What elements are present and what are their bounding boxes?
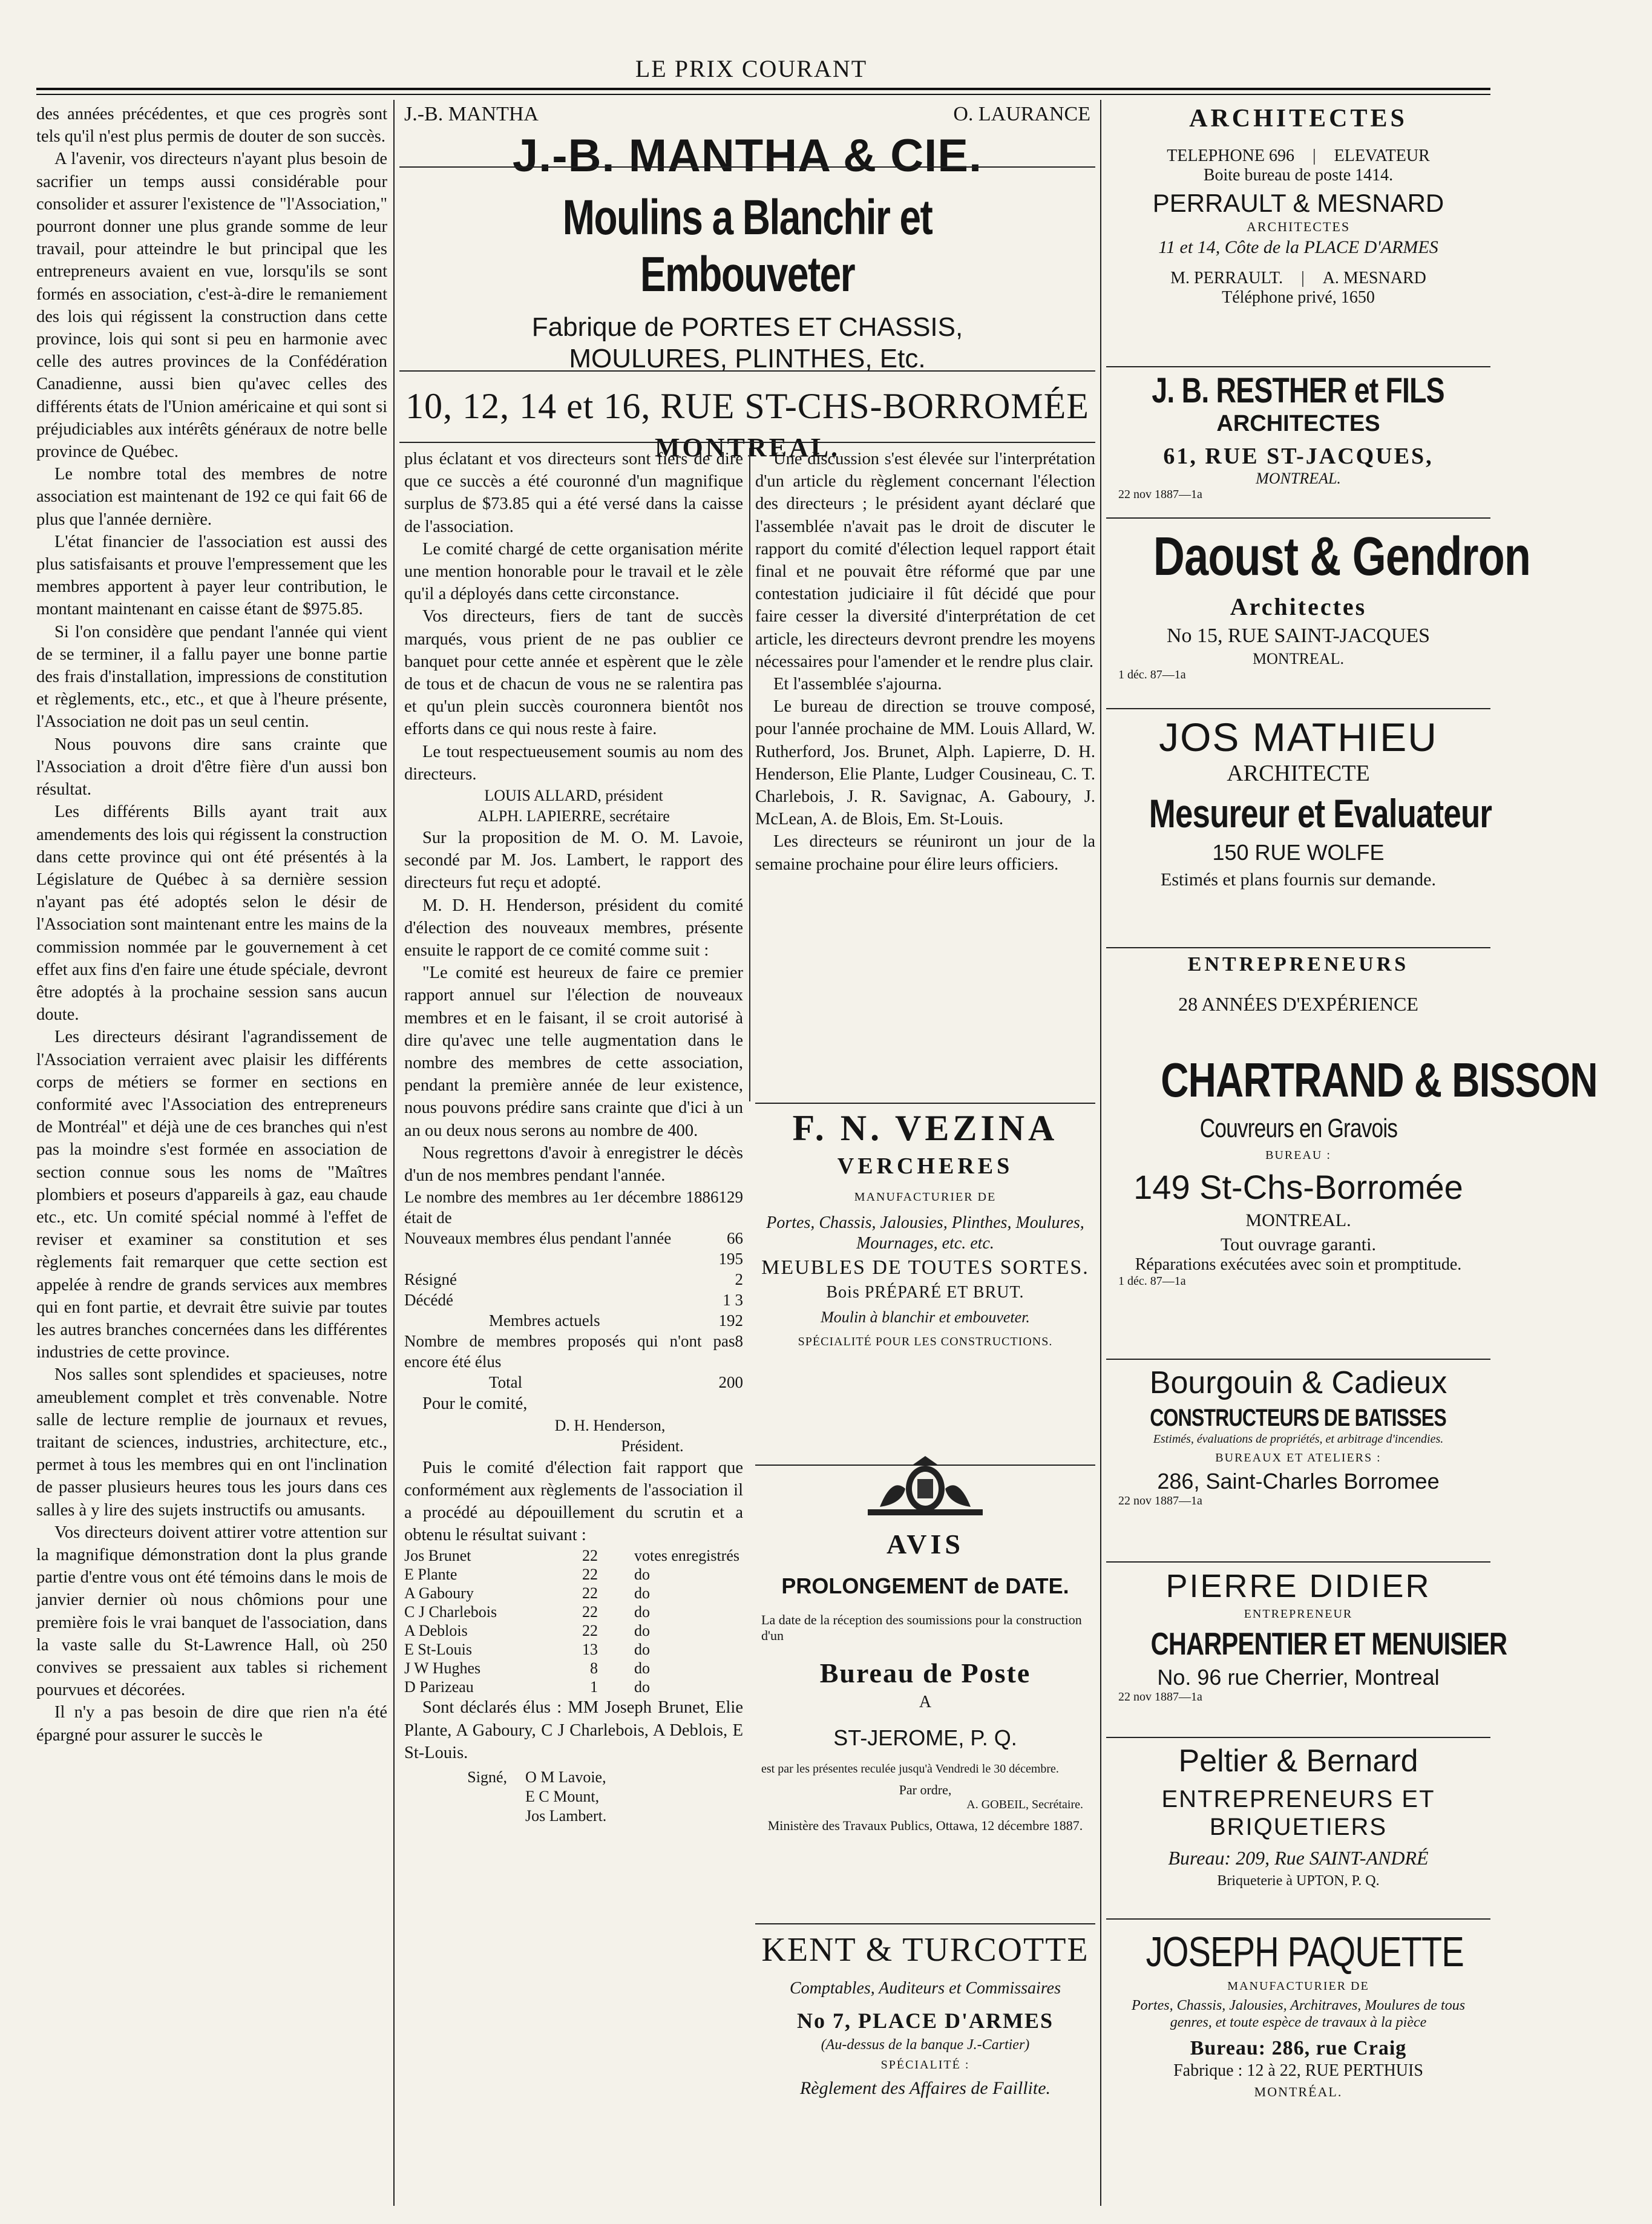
partner-right: O. LAURANCE — [953, 103, 1090, 125]
article-column-middle — [404, 448, 743, 2197]
henderson-title: Président. — [621, 1437, 684, 1455]
mantha-advertisement — [399, 103, 1095, 462]
daoust-arch: Architectes — [1230, 593, 1367, 620]
stats-row — [404, 1290, 743, 1310]
perrault-tel: TELEPHONE 696 — [1167, 146, 1294, 165]
vote-count: 13 — [582, 1641, 598, 1659]
stats-value: 8 — [735, 1332, 743, 1351]
vote-row — [404, 1640, 743, 1659]
signer: O M Lavoie, — [525, 1768, 606, 1786]
mantha-rule — [399, 166, 1095, 168]
mathieu-firm: JOS MATHIEU — [1159, 715, 1438, 759]
stats-label: Le nombre des membres au 1er décembre 1886 était de — [404, 1188, 719, 1227]
vote-note: do — [634, 1566, 650, 1584]
bourgouin-date: 22 nov 1887—1a — [1118, 1494, 1202, 1507]
vezina-meubles: MEUBLES DE TOUTES SORTES. — [761, 1256, 1089, 1279]
peltier-bernard-advertisement — [1106, 1743, 1490, 1889]
vote-name: A Deblois — [404, 1622, 468, 1640]
vezina-products: Portes, Chassis, Jalousies, Plinthes, Moulures, Mournages, etc. etc. — [766, 1213, 1084, 1253]
didier-ent: ENTREPRENEUR — [1244, 1607, 1353, 1621]
stats-value: 66 — [727, 1229, 743, 1248]
kent-specialite: SPÉCIALITÉ : — [880, 2058, 970, 2071]
kent-turcotte-advertisement — [755, 1930, 1095, 2099]
vote-count: 22 — [582, 1603, 598, 1621]
vote-name: C J Charlebois — [404, 1603, 497, 1621]
avis-title: AVIS — [887, 1529, 964, 1560]
signature-line: LOUIS ALLARD, président — [484, 787, 663, 805]
article-paragraph: M. D. H. Henderson, président du comité d'élection des nouveaux membres, présente ensuite le rapport de ce comité comme suit : — [404, 896, 743, 960]
article-paragraph: Une discussion s'est élevée sur l'interprétation d'un article du règlement concernant l'élection des directeurs ; le président ayant déclaré que l'assemblée n'avait pas le droit de discuter le rapport du comité d'élection lequel rapport était final et ne pouvait être réformé que par une contestation judiciaire il fût décidé que pour faire cesser la diversité d'interprétation de cet article, les directeurs devront prendre les moyens nécessaires pour l'amender et le rendre plus clair. — [755, 450, 1095, 671]
avis-bureau: Bureau de Poste — [819, 1658, 1031, 1688]
stats-value: 195 — [718, 1250, 743, 1268]
mantha-address: 10, 12, 14 et 16, RUE ST-CHS-BORROMÉE — [405, 386, 1089, 426]
bourgouin-estimes: Estimés, évaluations de propriétés, et arbitrage d'incendies. — [1153, 1432, 1444, 1446]
article-paragraph: Les directeurs se réuniront un jour de la semaine prochaine pour élire leurs officiers. — [755, 832, 1095, 874]
vote-row — [404, 1659, 743, 1678]
perrault-contacts — [1106, 146, 1490, 166]
article-paragraph: Si l'on considère que pendant l'année qui vient de se terminer, il a fallu payer une bonne partie des frais d'installation, impressions de constitution et règlements, etc., etc., et que à l'heure présente, l'Association ne doit pas un seul centin. — [36, 622, 387, 732]
kent-banque: (Au-dessus de la banque J.-Cartier) — [821, 2037, 1030, 2053]
perrault-firm: PERRAULT & MESNARD — [1152, 189, 1444, 217]
joseph-paquette-advertisement — [1106, 1927, 1490, 2100]
article-paragraph: Sont déclarés élus : MM Joseph Brunet, Elie Plante, A Gaboury, C J Charlebois, A Deblois, E St-Louis. — [404, 1698, 743, 1762]
ad-rule — [755, 1923, 1095, 1924]
daoust-address: No 15, RUE SAINT-JACQUES — [1166, 625, 1431, 647]
vezina-manufacturier: MANUFACTURIER DE — [854, 1190, 997, 1204]
vezina-place: VERCHERES — [837, 1153, 1014, 1179]
paquette-products: Portes, Chassis, Jalousies, Architraves, Moulures de tous genres, et toute espèce de travaux à la pièce — [1131, 1998, 1466, 2030]
stats-label: Membres actuels — [489, 1311, 600, 1330]
avis-ordre: Par ordre, — [899, 1782, 952, 1797]
stats-value: 2 — [735, 1270, 743, 1289]
vote-note: do — [634, 1622, 650, 1640]
vote-count: 1 — [590, 1678, 598, 1696]
stats-value: 1 3 — [723, 1291, 743, 1310]
peltier-bureau: Bureau: 209, Rue SAINT-ANDRÉ — [1168, 1847, 1429, 1869]
kent-reglement: Règlement des Affaires de Faillite. — [799, 2078, 1051, 2098]
article-paragraph: Vos directeurs, fiers de tant de succès marqués, vous prient de ne pas oublier ce banquet pour cette année et espèrent que le zèle de tous et de chacun de vous ne se ralentira pas et qu'un plein succès couronnera bientôt nos efforts dans ce qui nous reste à faire. — [404, 607, 743, 739]
partner-left: J.-B. MANTHA — [404, 103, 539, 125]
vote-name: J W Hughes — [404, 1659, 481, 1678]
ad-rule — [1106, 517, 1490, 519]
ad-rule — [1106, 1737, 1490, 1738]
column-rule-middle — [749, 448, 750, 1101]
perrault-address: 11 et 14, Côte de la PLACE D'ARMES — [1158, 237, 1438, 257]
resther-city: MONTREAL. — [1256, 470, 1341, 487]
column-rule-right — [1100, 100, 1101, 2206]
stats-row — [404, 1187, 743, 1228]
signature-block — [404, 786, 743, 827]
article-column-right — [755, 448, 1095, 1101]
vezina-name: F. N. VEZINA — [792, 1108, 1058, 1148]
stats-label: Nouveaux membres élus pendant l'année — [404, 1229, 672, 1248]
ad-rule — [1106, 1359, 1490, 1360]
article-paragraph: des années précédentes, et que ces progrès sont tels qu'il n'est plus permis de douter de son succès. — [36, 105, 387, 146]
stats-row — [404, 1310, 743, 1331]
royal-crest-icon — [856, 1452, 995, 1519]
page-header — [0, 0, 1503, 97]
mantha-city: MONTREAL. — [654, 433, 841, 462]
perrault-partner: M. PERRAULT. — [1170, 269, 1283, 287]
article-paragraph: Les différents Bills ayant trait aux amendements des lois qui régissent la construction dans cette province qui ont été présentés à la Législature de Québec à sa dernière session n'ayant pas été adoptés selon le désir de l'Association sont maintenant entre les mains de la commission nommée par le gouvernement à cet effet aux fins d'en faire une étude spéciale, devront être adoptés à la prochaine session sans aucun doute. — [36, 802, 387, 1025]
ad-rule — [1106, 708, 1490, 709]
paquette-bureau: Bureau: 286, rue Craig — [1190, 2037, 1407, 2059]
bourgouin-cadieux-advertisement — [1106, 1365, 1490, 1508]
article-paragraph: Le nombre total des membres de notre association est maintenant de 192 ce qui fait 66 de plus que l'année dernière. — [36, 465, 387, 529]
ad-rule — [1106, 947, 1490, 948]
avis-gobeil: A. GOBEIL, Secrétaire. — [966, 1798, 1083, 1811]
mantha-partners — [399, 103, 1095, 126]
vote-note: do — [634, 1641, 650, 1659]
bourgouin-address: 286, Saint-Charles Borromee — [1157, 1469, 1440, 1494]
resther-date: 22 nov 1887—1a — [1118, 488, 1202, 501]
vote-note: do — [634, 1584, 650, 1602]
mathieu-mesureur: Mesureur et Evaluateur — [1149, 791, 1492, 836]
peltier-briqueterie: Briqueterie à UPTON, P. Q. — [1217, 1873, 1380, 1889]
avis-prolongement: PROLONGEMENT de DATE. — [781, 1573, 1069, 1598]
page-title: LE PRIX COURANT — [635, 55, 868, 82]
stats-label: Décédé — [404, 1291, 453, 1310]
vote-count: 22 — [582, 1547, 598, 1565]
stats-row — [404, 1228, 743, 1248]
resther-advertisement — [1106, 370, 1490, 502]
article-paragraph: L'état financier de l'association est aussi des plus satisfaisants et prouve l'empressement que les membres apportent à payer leur contribution, le montant maintenant en caisse étant de $975.85. — [36, 532, 387, 619]
vote-row — [404, 1565, 743, 1584]
daoust-date: 1 déc. 87—1a — [1118, 668, 1186, 681]
vote-note: do — [634, 1678, 650, 1696]
article-paragraph: A l'avenir, vos directeurs n'ayant plus besoin de sacrifier un temps aussi considérable pour consolider et assurer l'existence de "l'Association," pourront donner une plus grande somme de leur travail, pour atteindre le but principal que les entrepreneurs avaient en vue, lorsqu'ils se sont formés en association, c'est-à-dire le remaniement des lois qui régissent la construction dans cette province, lois qui sont si peu en harmonie avec celle des autres provinces de la Confédération Canadienne, aussi bien qu'avec celles des différents états de l'Union américaine et qui sont si préjudiciables aux intérêts généraux de notre belle province de Québec. — [36, 149, 387, 462]
bourgouin-constructeurs: CONSTRUCTEURS DE BATISSES — [1150, 1405, 1447, 1431]
vote-name: A Gaboury — [404, 1584, 474, 1602]
stats-row — [404, 1372, 743, 1392]
perrault-mesnard-advertisement — [1106, 104, 1490, 307]
daoust-firm: Daoust & Gendron — [1153, 526, 1531, 587]
pierre-didier-advertisement — [1106, 1567, 1507, 1704]
chartrand-reparations: Réparations exécutées avec soin et promptitude. — [1135, 1255, 1462, 1274]
signers-list — [525, 1768, 606, 1826]
article-paragraph: Le tout respectueusement soumis au nom des directeurs. — [404, 742, 743, 784]
entrepreneurs-heading: ENTREPRENEURS — [1187, 953, 1409, 976]
mantha-fabrique — [399, 312, 1095, 375]
vote-note: votes enregistrés — [634, 1547, 740, 1565]
resther-address: 61, RUE ST-JACQUES, — [1163, 444, 1434, 469]
membership-stats — [404, 1187, 743, 1392]
mantha-firm-name: J.-B. MANTHA & CIE. — [512, 130, 983, 182]
chartrand-address: 149 St-Chs-Borromée — [1133, 1168, 1463, 1206]
article-paragraph: Le bureau de direction se trouve composé, pour l'année prochaine de MM. Louis Allard, W. Rutherford, Jos. Brunet, Alph. Lapierre, D. H. Henderson, Elie Plante, Ludger Cousineau, C. T. Charlebois, J. R. Savignac, A. Gaboury, J. McLean, A. de Blois, Em. St-Louis. — [755, 697, 1095, 829]
chartrand-bisson-advertisement — [1106, 1053, 1598, 1288]
mathieu-address: 150 RUE WOLFE — [1212, 840, 1385, 865]
column-rule-left — [393, 100, 395, 2206]
didier-charpentier: CHARPENTIER ET MENUISIER — [1150, 1627, 1507, 1662]
stats-row — [404, 1248, 743, 1269]
avis-ministere: Ministère des Travaux Publics, Ottawa, 12 décembre 1887. — [767, 1818, 1083, 1833]
paquette-manuf: MANUFACTURIER DE — [1227, 1980, 1369, 1993]
separator: | — [1301, 269, 1305, 287]
signer: E C Mount, — [525, 1787, 600, 1805]
vote-row — [404, 1621, 743, 1640]
vezina-advertisement — [755, 1107, 1095, 1349]
avis-body: La date de la réception des soumissions pour la construction d'un — [761, 1612, 1082, 1643]
bourgouin-firm: Bourgouin & Cadieux — [1149, 1365, 1447, 1400]
signers-block — [404, 1768, 743, 1826]
article-paragraph: Nos salles sont splendides et spacieuses, notre ameublement complet et très convenable. Notre salle de lecture remplie de journaux et revues, traitant de sciences, industries, architecture, etc., permet à tous les membres qui en ont l'inclination de passer plusieurs heures tous les jours dans ces salles à y lire des sujets instructifs ou amusants. — [36, 1365, 387, 1520]
mantha-rule — [399, 442, 1095, 443]
signature-line: ALPH. LAPIERRE, secrétaire — [477, 807, 670, 825]
article-paragraph: Nous pouvons dire sans crainte que l'Association a droit d'être fière d'un aussi bon résultat. — [36, 735, 387, 799]
article-paragraph: Puis le comité d'élection fait rapport que conformément aux règlements de l'association il a procédé au dépouillement du scrutin et a obtenu le résultat suivant : — [404, 1458, 743, 1545]
entrepreneurs-heading-block — [1106, 953, 1490, 1015]
stats-row — [404, 1269, 743, 1290]
vote-note: do — [634, 1659, 650, 1678]
vote-name: D Parizeau — [404, 1678, 474, 1696]
paquette-fabrique: Fabrique : 12 à 22, RUE PERTHUIS — [1173, 2061, 1423, 2080]
vote-count: 8 — [590, 1659, 598, 1678]
perrault-boite: Boite bureau de poste 1414. — [1203, 166, 1394, 185]
perrault-partners — [1106, 269, 1490, 288]
vote-count: 22 — [582, 1584, 598, 1602]
ad-rule — [755, 1465, 1095, 1466]
stats-label: Nombre de membres proposés qui n'ont pas encore été élus — [404, 1332, 735, 1371]
header-rule-thin — [36, 94, 1490, 95]
didier-firm: PIERRE DIDIER — [1165, 1568, 1431, 1604]
chartrand-bureau: BUREAU : — [1265, 1149, 1331, 1162]
chartrand-couvreurs: Couvreurs en Gravois — [1199, 1114, 1397, 1143]
mantha-rule — [399, 370, 1095, 372]
perrault-arch: ARCHITECTES — [1246, 219, 1351, 234]
resther-firm: J. B. RESTHER et FILS — [1152, 371, 1445, 410]
henderson-signature: D. H. Henderson, — [554, 1416, 666, 1434]
peltier-ent: ENTREPRENEURS ET BRIQUETIERS — [1161, 1786, 1435, 1840]
signe-label: Signé, — [467, 1768, 507, 1786]
daoust-gendron-advertisement — [1106, 526, 1531, 682]
stats-value: 200 — [718, 1373, 743, 1392]
resther-arch: ARCHITECTES — [1216, 411, 1380, 436]
article-paragraph: Vos directeurs doivent attirer votre attention sur la magnifique démonstration dont la plus grande partie d'entre vous ont été témoins dans le mois de janvier dernier où nous chômions pour une première fois le vrai banquet de l'association, dans la vaste salle du St-Lawrence Hall, où 250 convives se pressaient aux tables si richement pourvues et décorées. — [36, 1523, 387, 1700]
vote-count: 22 — [582, 1622, 598, 1640]
avis-notice — [755, 1452, 1095, 1834]
article-paragraph: Le comité chargé de cette organisation mérite une mention honorable pour le travail et le zèle qu'il a déployés dans cette circonstance. — [404, 539, 743, 604]
stats-value: 129 — [718, 1188, 743, 1207]
stats-row — [404, 1331, 743, 1372]
ad-rule — [755, 1103, 1095, 1104]
didier-address: No. 96 rue Cherrier, Montreal — [1157, 1665, 1440, 1690]
perrault-elev: ELEVATEUR — [1334, 146, 1430, 165]
jos-mathieu-advertisement — [1106, 714, 1490, 891]
kent-roles: Comptables, Auditeurs et Commissaires — [789, 1979, 1061, 1998]
kent-address: No 7, PLACE D'ARMES — [796, 2009, 1054, 2033]
article-paragraph: Et l'assemblée s'ajourna. — [773, 675, 942, 694]
avis-recul: est par les présentes reculée jusqu'à Vendredi le 30 décembre. — [761, 1762, 1059, 1776]
article-paragraph: "Le comité est heureux de faire ce premier rapport annuel sur l'élection de nouveaux membres et en le faisant, il se croit autorisé à dire qu'avec une telle augmentation dans le nombre des membres de cette association, pendant la première année de leur existence, nous pouvons prédire sans crainte que d'ici à un an ou deux nous serons au nombre de 400. — [404, 963, 743, 1140]
paquette-city: MONTRÉAL. — [1254, 2084, 1343, 2099]
chartrand-city: MONTREAL. — [1245, 1210, 1351, 1230]
peltier-firm: Peltier & Bernard — [1178, 1743, 1418, 1779]
vote-results — [404, 1546, 743, 1696]
vote-name: E St-Louis — [404, 1641, 472, 1659]
mantha-fabrique-line: Fabrique de PORTES ET CHASSIS, — [531, 312, 963, 342]
vezina-specialite: SPÉCIALITÉ POUR LES CONSTRUCTIONS. — [798, 1335, 1053, 1348]
bourgouin-bureaux: BUREAUX ET ATELIERS : — [1215, 1451, 1382, 1465]
article-paragraph: Les directeurs désirant l'agrandissement de l'Association verraient avec plaisir les différents corps de métiers se former en sections en conformité avec l'Association des entrepreneurs de Montréal" et déjà une de ces branches qui n'est pas la moindre s'est formée en association de section connue sous les noms de "Maîtres plombiers et poseurs d'appareils à gaz, eau chaude etc., etc. Un comité spécial nommé à l'effet de reviser et examiner sa constitution et ses règlements fait remarquer que cette section est appelée à rendre de grands services aux membres qui en font partie, et devrait être suivie par toutes les autres branches concernées dans les différentes industries de cette province. — [36, 1028, 387, 1362]
article-paragraph: plus éclatant et vos directeurs sont fiers de dire que ce succès a été couronné d'un magnifique surplus de $73.85 qui a été versé dans la caisse de l'association. — [404, 450, 743, 536]
article-paragraph: Nous regrettons d'avoir à enregistrer le décès d'un de nos membres pendant l'année. — [404, 1143, 743, 1186]
entrepreneurs-years: 28 ANNÉES D'EXPÉRIENCE — [1178, 993, 1418, 1015]
chartrand-date: 1 déc. 87—1a — [1118, 1274, 1186, 1288]
vote-row — [404, 1584, 743, 1602]
vote-name: E Plante — [404, 1566, 457, 1584]
article-column-left — [36, 103, 387, 2203]
paquette-firm: JOSEPH PAQUETTE — [1146, 1928, 1464, 1975]
ad-rule — [1106, 366, 1490, 367]
avis-location: ST-JEROME, P. Q. — [833, 1725, 1017, 1750]
daoust-city: MONTREAL. — [1253, 650, 1344, 668]
article-paragraph: Sur la proposition de M. O. M. Lavoie, secondé par M. Jos. Lambert, le rapport des directeurs fut reçu et adopté. — [404, 828, 743, 893]
stats-label: Total — [489, 1373, 523, 1392]
avis-a: A — [919, 1693, 932, 1711]
header-rule — [36, 88, 1490, 90]
kent-name: KENT & TURCOTTE — [761, 1931, 1089, 1969]
didier-date: 22 nov 1887—1a — [1118, 1690, 1202, 1704]
vote-note: do — [634, 1603, 650, 1621]
perrault-partner: A. MESNARD — [1322, 269, 1426, 287]
stats-value: 192 — [718, 1311, 743, 1330]
mathieu-estimes: Estimés et plans fournis sur demande. — [1161, 870, 1436, 890]
chartrand-firm: CHARTRAND & BISSON — [1161, 1053, 1598, 1107]
vezina-moulin: Moulin à blanchir et embouveter. — [821, 1308, 1030, 1326]
vote-row — [404, 1602, 743, 1621]
vote-name: Jos Brunet — [404, 1547, 471, 1565]
mathieu-arch: ARCHITECTE — [1227, 761, 1370, 786]
architectes-heading: ARCHITECTES — [1189, 105, 1408, 133]
vote-row — [404, 1546, 743, 1565]
mantha-moulins: Moulins a Blanchir et Embouveter — [562, 190, 933, 302]
chartrand-garanti: Tout ouvrage garanti. — [1221, 1235, 1376, 1255]
vezina-bois: Bois PRÉPARÉ ET BRUT. — [826, 1283, 1024, 1302]
ad-rule — [1106, 1561, 1490, 1563]
mantha-fabrique-line: MOULURES, PLINTHES, Etc. — [569, 344, 926, 373]
perrault-tel-prive: Téléphone privé, 1650 — [1222, 288, 1375, 307]
separator: | — [1313, 146, 1316, 165]
article-paragraph: Il n'y a pas besoin de dire que rien n'a été épargné pour assurer le succès le — [36, 1703, 387, 1745]
vote-count: 22 — [582, 1566, 598, 1584]
comite-signoff: Pour le comité, — [422, 1394, 528, 1414]
stats-label: Résigné — [404, 1270, 457, 1289]
vote-row — [404, 1678, 743, 1696]
ad-rule — [1106, 1918, 1490, 1920]
signer: Jos Lambert. — [525, 1806, 607, 1825]
